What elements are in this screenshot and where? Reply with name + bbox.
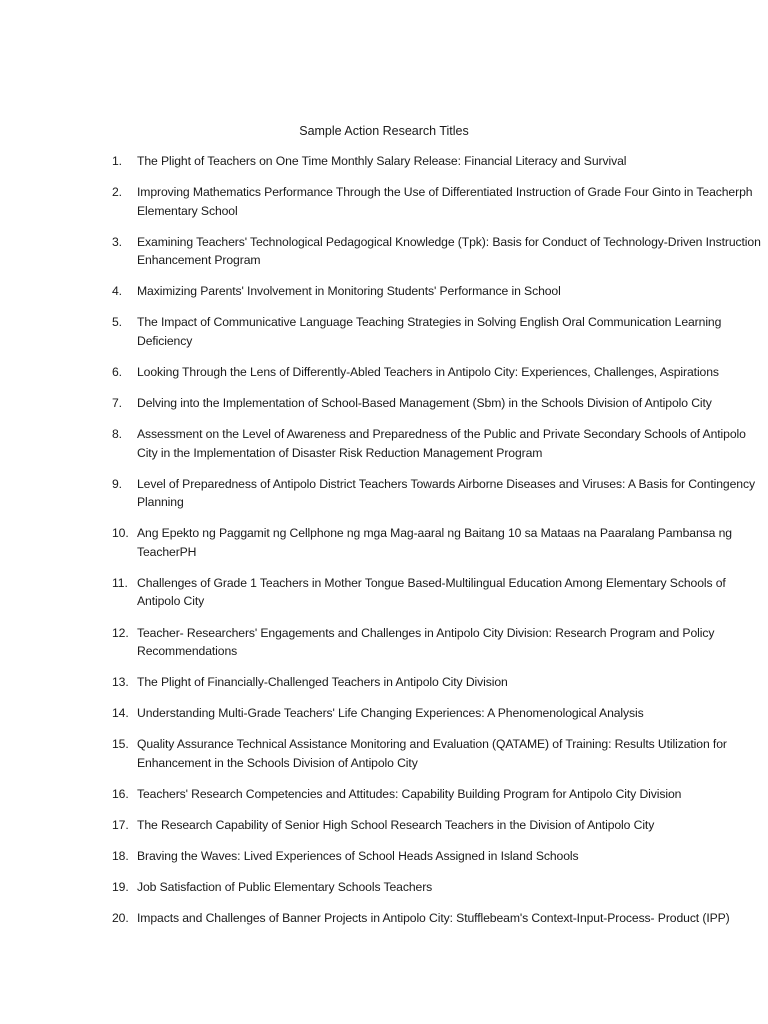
list-item [112, 394, 762, 413]
item-number: 6. [112, 364, 122, 379]
item-title: Braving the Waves: Lived Experiences of School Heads Assigned in Island Schools [137, 849, 579, 864]
item-title: Teacher- Researchers' Engagements and Challenges in Antipolo City Division: Research Program and Policy Recommendations [137, 625, 715, 659]
item-title: Challenges of Grade 1 Teachers in Mother Tongue Based-Multilingual Education Among Elementary Schools of Antipolo City [137, 575, 726, 609]
research-title-list [112, 152, 762, 940]
item-title: Assessment on the Level of Awareness and Preparedness of the Public and Private Secondary Schools of Antipolo City in the Implementation of Disaster Risk Reduction Management Program [137, 427, 746, 460]
list-item [112, 233, 762, 270]
list-item [112, 363, 762, 382]
item-title: Impacts and Challenges of Banner Projects in Antipolo City: Stufflebeam's Context-Input-Process- Product (IPP) [137, 911, 730, 926]
item-title: Maximizing Parents' Involvement in Monitoring Students' Performance in School [137, 284, 561, 299]
list-item [112, 282, 762, 301]
item-title: Examining Teachers' Technological Pedagogical Knowledge (Tpk): Basis for Conduct of Technology-Driven Instruction Enhancement Program [137, 234, 761, 268]
item-title: Understanding Multi-Grade Teachers' Life Changing Experiences: A Phenomenological Analysis [137, 706, 644, 721]
list-item [112, 878, 762, 897]
item-number: 17. [112, 818, 129, 832]
list-item [112, 816, 762, 835]
item-number: 20. [112, 911, 129, 926]
item-title: The Plight of Financially-Challenged Teachers in Antipolo City Division [137, 675, 508, 690]
list-item [112, 183, 762, 220]
item-number: 1. [112, 154, 122, 168]
item-title: Level of Preparedness of Antipolo District Teachers Towards Airborne Diseases and Viruses: A Basis for Contingency Planning [137, 476, 755, 510]
item-title: Delving into the Implementation of School-Based Management (Sbm) in the Schools Division of Antipolo City [137, 396, 712, 411]
item-number: 15. [112, 737, 129, 752]
item-title: Ang Epekto ng Paggamit ng Cellphone ng mga Mag-aaral ng Baitang 10 sa Mataas na Paaralang Pambansa ng TeacherPH [137, 526, 732, 559]
list-item [112, 909, 762, 928]
item-number: 18. [112, 849, 129, 864]
item-title: The Plight of Teachers on One Time Monthly Salary Release: Financial Literacy and Survival [137, 154, 627, 168]
list-item [112, 847, 762, 866]
item-number: 16. [112, 786, 129, 801]
item-number: 10. [112, 526, 129, 541]
list-item [112, 785, 762, 804]
item-title: The Research Capability of Senior High School Research Teachers in the Division of Antipolo City [137, 818, 655, 832]
item-number: 12. [112, 625, 129, 640]
list-item [112, 475, 762, 512]
list-item [112, 313, 762, 350]
item-number: 13. [112, 675, 129, 690]
list-item [112, 574, 762, 611]
item-title: The Impact of Communicative Language Teaching Strategies in Solving English Oral Communication Learning Deficiency [137, 315, 722, 348]
item-title: Teachers' Research Competencies and Attitudes: Capability Building Program for Antipolo City Division [137, 786, 682, 801]
document-title: Sample Action Research Titles [299, 124, 469, 138]
list-item [112, 152, 762, 171]
item-number: 4. [112, 284, 122, 299]
item-number: 9. [112, 476, 122, 491]
item-title: Quality Assurance Technical Assistance Monitoring and Evaluation (QATAME) of Training: Results Utilization for Enhancement in the Schools Division of Antipolo City [137, 737, 727, 770]
item-number: 7. [112, 396, 122, 411]
item-title: Job Satisfaction of Public Elementary Schools Teachers [137, 880, 433, 895]
item-number: 3. [112, 234, 122, 249]
list-item [112, 735, 762, 772]
item-number: 14. [112, 706, 129, 721]
list-item [112, 624, 762, 661]
list-item [112, 704, 762, 723]
list-item [112, 524, 762, 561]
item-title: Improving Mathematics Performance Through the Use of Differentiated Instruction of Grade Four Ginto in Teacherph Elementary School [137, 185, 753, 218]
item-number: 5. [112, 315, 122, 330]
item-number: 2. [112, 185, 122, 200]
item-number: 8. [112, 427, 122, 442]
list-item [112, 673, 762, 692]
item-number: 11. [112, 575, 128, 590]
item-title: Looking Through the Lens of Differently-Abled Teachers in Antipolo City: Experiences, Challenges, Aspirations [137, 364, 719, 379]
item-number: 19. [112, 880, 129, 895]
list-item [112, 425, 762, 462]
